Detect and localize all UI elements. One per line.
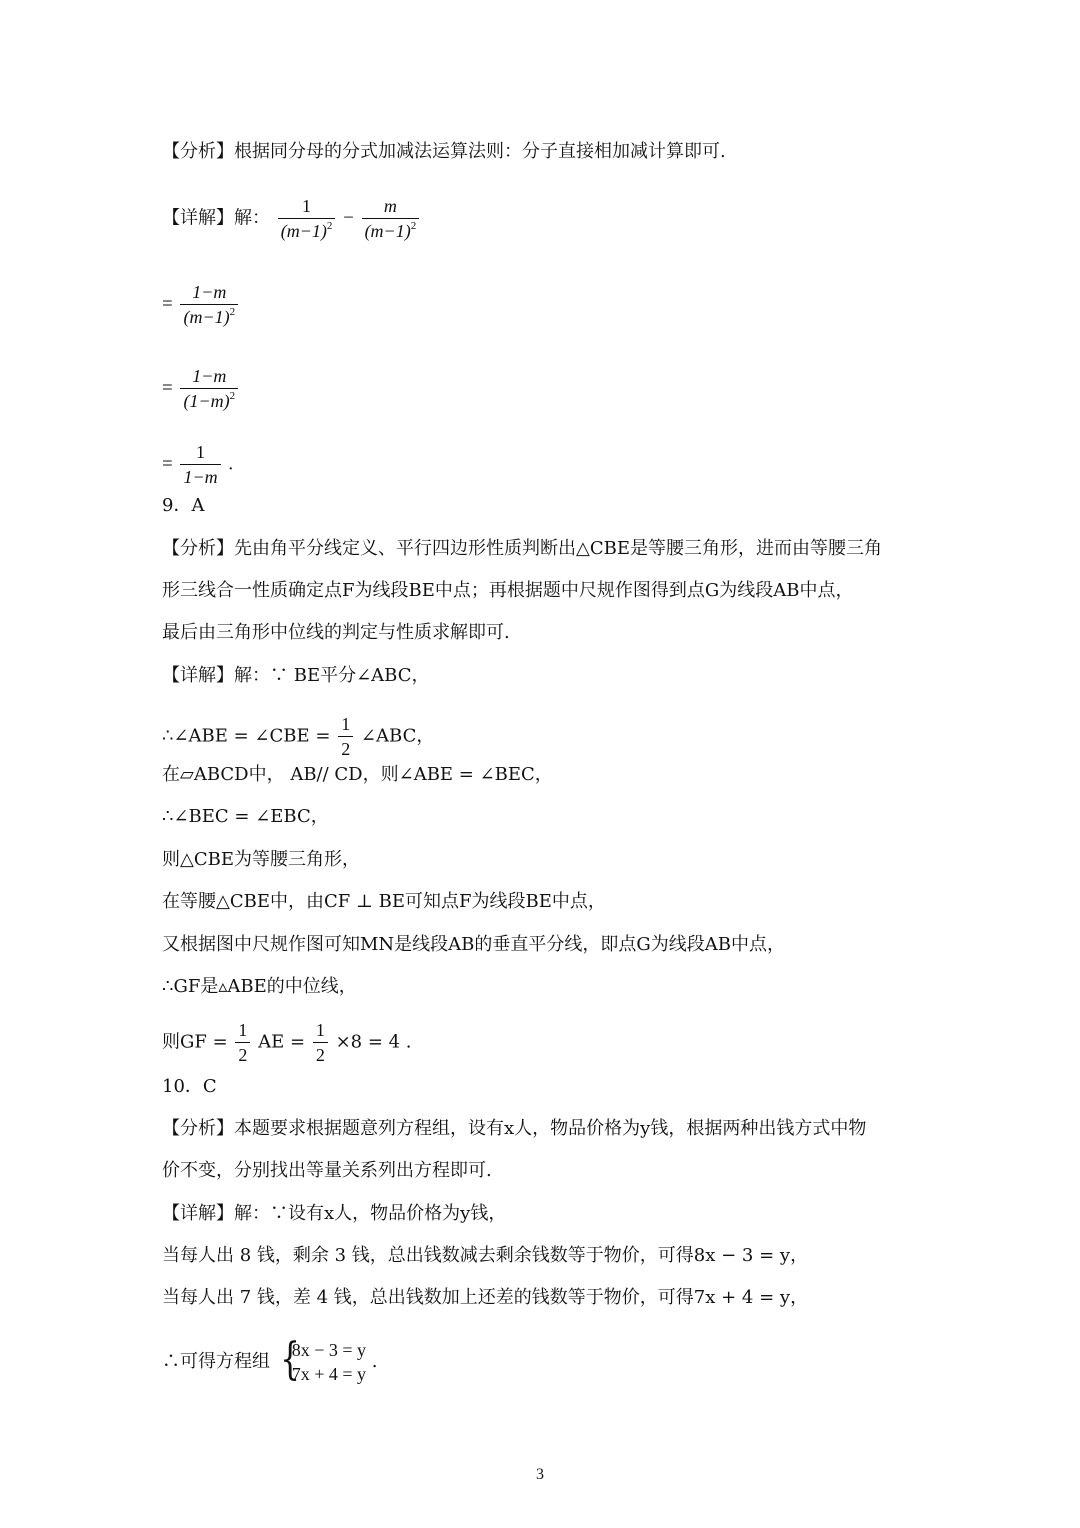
equation-2: 7x + 4 = y [291,1364,367,1384]
detail-9-line8: ∴GF是▵ABE的中位线， [162,976,357,997]
detail-9-line4: ∴∠BEC = ∠EBC， [162,806,329,827]
step-3: = $\frac{1}{1-m}$ . [162,442,234,487]
brace-icon: { [279,1334,300,1385]
half-fraction: $\frac{1}{2}$ [338,712,353,761]
step-1: = $\frac{1-m}{(m-1)^2}$ [162,280,240,329]
analysis-9-line3: 最后由三角形中位线的判定与性质求解即可. [162,622,510,643]
equation-system [276,1334,367,1386]
analysis-10-line2: 价不变，分别找出等量关系列出方程即可. [162,1160,492,1181]
analysis-9-line2: 形三线合一性质确定点F为线段BE中点；再根据题中尺规作图得到点G为线段AB中点， [162,580,854,601]
detail-10-line1: 【详解】解：∵设有x人，物品价格为y钱， [162,1203,507,1224]
half-fraction-b: $\frac{1}{2}$ [313,1018,328,1067]
minus-sign: − [343,207,354,229]
step-3-fraction: $\frac{1}{1-m}$ [180,440,220,489]
half-fraction-a: $\frac{1}{2}$ [235,1018,250,1067]
step-2-fraction: $\frac{1-m}{(1-m)^2}$ [180,364,238,413]
detail-9-line3: 在▱ABCD中， AB// CD，则∠ABE = ∠BEC， [162,764,553,785]
detail-9-line9: 则GF = $\frac{1}{2}$ AE = $\frac{1}{2}$ ×8 = 4 . [162,1020,412,1065]
analysis-10-line1: 【分析】本题要求根据题意列方程组，设有x人，物品价格为y钱，根据两种出钱方式中物 [162,1118,867,1139]
question-10-header: 10．C [162,1076,217,1097]
detail-9-line7: 又根据图中尺规作图可知MN是线段AB的垂直平分线，即点G为线段AB中点， [162,934,786,955]
question-9-header: 9．A [162,495,205,516]
page-number: 3 [536,1466,544,1483]
detail-8-expression [162,194,421,243]
detail-label-8: 【详解】解： [162,207,270,229]
detail-9-line1: 【详解】解：∵ BE平分∠ABC， [162,665,430,686]
detail-10-line3: 当每人出 7 钱，差 4 钱，总出钱数加上还差的钱数等于物价，可得7x + 4 = y， [162,1287,809,1308]
fraction-2: $\frac{m}{(m-1)^2}$ [362,194,420,243]
step-2: = $\frac{1-m}{(1-m)^2}$ [162,364,240,413]
equation-1: 8x − 3 = y [291,1340,367,1360]
detail-10-line2: 当每人出 8 钱，剩余 3 钱，总出钱数减去剩余钱数等于物价，可得8x − 3 = y， [162,1245,809,1266]
detail-9-line2: ∴∠ABE = ∠CBE = $\frac{1}{2}$ ∠ABC， [162,714,435,759]
detail-9-line5: 则△CBE为等腰三角形， [162,849,360,870]
step-1-fraction: $\frac{1-m}{(m-1)^2}$ [180,280,238,329]
fraction-1: $\frac{1}{(m-1)^2}$ [278,194,336,243]
detail-9-line6: 在等腰△CBE中，由CF ⊥ BE可知点F为线段BE中点， [162,891,606,912]
analysis-8: 【分析】根据同分母的分式加减法运算法则：分子直接相加减计算即可. [162,141,726,162]
analysis-9-line1: 【分析】先由角平分线定义、平行四边形性质判断出△CBE是等腰三角形，进而由等腰三角 [162,538,882,559]
detail-10-line4: ∴可得方程组 { 8x − 3 = y 7x + 4 = y . [162,1334,378,1385]
